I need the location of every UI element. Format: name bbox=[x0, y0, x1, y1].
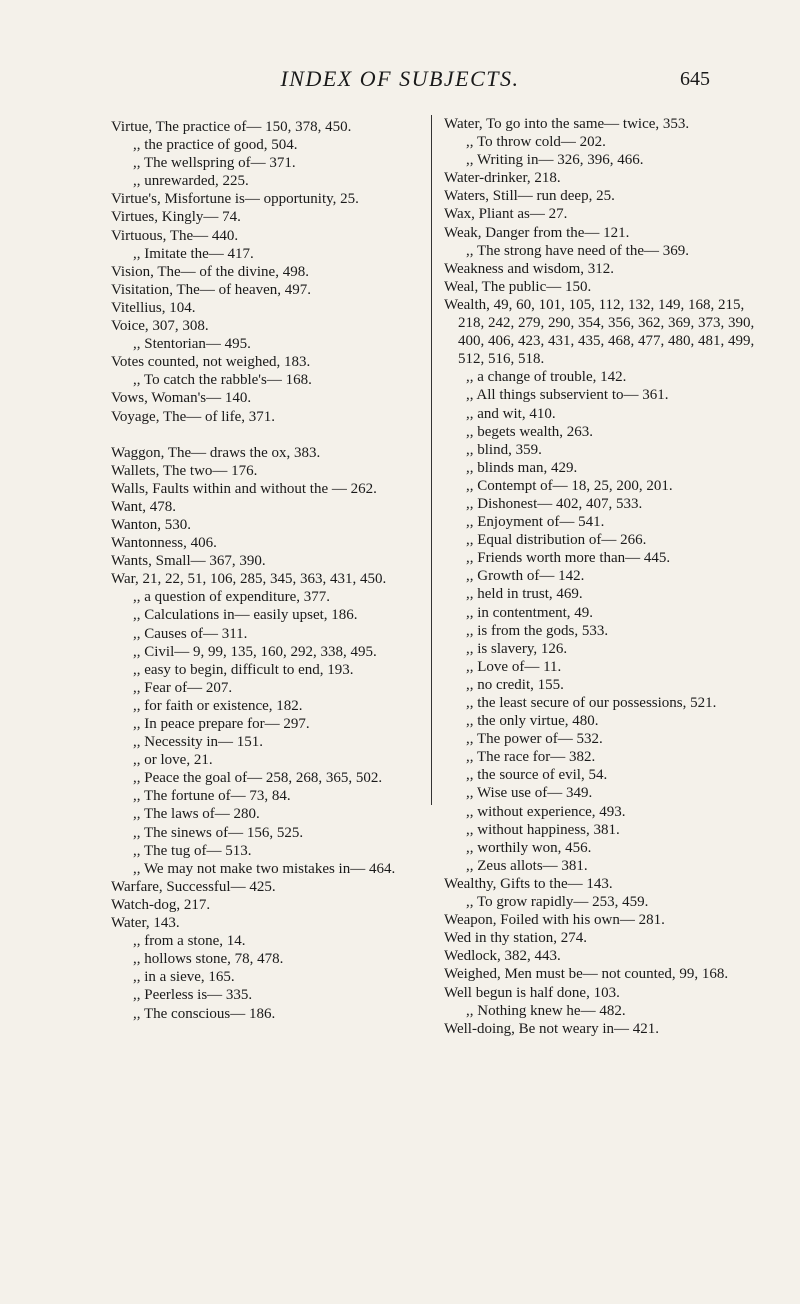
index-subentry: ,, Equal distribution of— 266. bbox=[466, 532, 647, 549]
index-subentry: ,, The laws of— 280. bbox=[133, 806, 260, 823]
index-entry: Wantonness, 406. bbox=[111, 535, 217, 552]
index-subentry: ,, Causes of— 311. bbox=[133, 625, 248, 642]
index-subentry: ,, Zeus allots— 381. bbox=[466, 857, 588, 874]
index-entry: Well begun is half done, 103. bbox=[444, 984, 620, 1001]
index-entry: Water, To go into the same— twice, 353. bbox=[444, 116, 690, 132]
index-subentry: ,, blinds man, 429. bbox=[466, 459, 578, 476]
index-column-right bbox=[431, 115, 774, 1037]
index-subentry: ,, the practice of good, 504. bbox=[133, 137, 298, 154]
index-subentry: ,, easy to begin, difficult to end, 193. bbox=[133, 661, 354, 678]
index-subentry: ,, is from the gods, 533. bbox=[466, 622, 609, 639]
index-entry: Waters, Still— run deep, 25. bbox=[444, 188, 615, 205]
index-entry: Wedlock, 382, 443. bbox=[444, 948, 561, 965]
index-entry: Walls, Faults within and without the — 262. bbox=[111, 480, 377, 497]
index-entry: Wanton, 530. bbox=[111, 516, 192, 533]
page-number: 645 bbox=[680, 68, 710, 90]
index-subentry: ,, begets wealth, 263. bbox=[466, 423, 594, 440]
index-entry: Warfare, Successful— 425. bbox=[111, 878, 276, 895]
index-entry: Weakness and wisdom, 312. bbox=[444, 260, 615, 277]
index-subentry: ,, In peace prepare for— 297. bbox=[133, 716, 310, 732]
index-subentry: ,, The strong have need of the— 369. bbox=[466, 242, 690, 259]
index-entry: Voyage, The— of life, 371. bbox=[111, 408, 275, 425]
page-title: INDEX OF SUBJECTS. bbox=[280, 66, 520, 91]
index-subentry: ,, without experience, 493. bbox=[466, 803, 626, 820]
index-subentry: ,, the only virtue, 480. bbox=[466, 713, 599, 730]
index-subentry: ,, hollows stone, 78, 478. bbox=[133, 951, 284, 968]
index-subentry: ,, the least secure of our possessions, 521. bbox=[466, 695, 717, 711]
index-subentry: ,, Wise use of— 349. bbox=[466, 785, 593, 802]
index-subentry: ,, and wit, 410. bbox=[466, 405, 556, 422]
index-subentry: ,, a change of trouble, 142. bbox=[466, 369, 627, 386]
index-subentry: ,, Contempt of— 18, 25, 200, 201. bbox=[466, 477, 673, 494]
index-entry: Wealthy, Gifts to the— 143. bbox=[444, 875, 613, 892]
index-entry: Weak, Danger from the— 121. bbox=[444, 224, 630, 241]
index-entry: Water, 143. bbox=[111, 915, 180, 932]
index-entry: Vision, The— of the divine, 498. bbox=[111, 263, 309, 280]
index-subentry: ,, worthily won, 456. bbox=[466, 839, 592, 856]
index-subentry: ,, The race for— 382. bbox=[466, 749, 596, 766]
index-subentry: ,, To grow rapidly— 253, 459. bbox=[466, 894, 649, 911]
section-gap bbox=[111, 426, 441, 444]
index-subentry: ,, Nothing knew he— 482. bbox=[466, 1002, 626, 1019]
index-entry: Wed in thy station, 274. bbox=[444, 930, 587, 947]
running-header bbox=[0, 66, 800, 96]
index-entry: Virtue's, Misfortune is— opportunity, 25. bbox=[111, 191, 359, 208]
index-subentry: ,, blind, 359. bbox=[466, 441, 542, 458]
index-entry: Well-doing, Be not weary in— 421. bbox=[444, 1020, 660, 1037]
index-subentry: ,, Friends worth more than— 445. bbox=[466, 550, 671, 567]
index-subentry: ,, or love, 21. bbox=[133, 752, 213, 769]
index-entry: Wants, Small— 367, 390. bbox=[111, 553, 266, 570]
index-subentry: ,, All things subservient to— 361. bbox=[466, 387, 669, 404]
index-subentry: ,, Peace the goal of— 258, 268, 365, 502. bbox=[133, 770, 383, 787]
index-entry: Virtue, The practice of— 150, 378, 450. bbox=[111, 119, 352, 135]
index-entry: Virtues, Kingly— 74. bbox=[111, 209, 241, 226]
index-subentry: ,, Love of— 11. bbox=[466, 658, 562, 675]
index-entry: Votes counted, not weighed, 183. bbox=[111, 354, 311, 371]
index-subentry: ,, Enjoyment of— 541. bbox=[466, 514, 605, 531]
index-column-left bbox=[111, 118, 441, 1023]
index-subentry: ,, Civil— 9, 99, 135, 160, 292, 338, 495. bbox=[133, 643, 377, 660]
index-subentry: ,, The sinews of— 156, 525. bbox=[133, 824, 304, 841]
index-subentry: ,, To throw cold— 202. bbox=[466, 134, 606, 151]
index-subentry: ,, is slavery, 126. bbox=[466, 640, 568, 657]
index-subentry: ,, Peerless is— 335. bbox=[133, 987, 253, 1004]
index-entry: Weal, The public— 150. bbox=[444, 278, 592, 295]
index-entry: Want, 478. bbox=[111, 498, 177, 515]
index-entry: Wallets, The two— 176. bbox=[111, 462, 258, 479]
index-subentry: ,, The power of— 532. bbox=[466, 731, 603, 748]
index-entry: Vows, Woman's— 140. bbox=[111, 390, 252, 407]
index-subentry: ,, Calculations in— easily upset, 186. bbox=[133, 607, 358, 624]
index-subentry: ,, The tug of— 513. bbox=[133, 842, 252, 859]
index-subentry: ,, Imitate the— 417. bbox=[133, 245, 254, 262]
index-entry: Virtuous, The— 440. bbox=[111, 227, 239, 244]
index-subentry: ,, Dishonest— 402, 407, 533. bbox=[466, 495, 643, 512]
index-subentry: ,, To catch the rabble's— 168. bbox=[133, 372, 312, 389]
index-entry: Voice, 307, 308. bbox=[111, 318, 209, 335]
index-entry: War, 21, 22, 51, 106, 285, 345, 363, 431, 450. bbox=[111, 571, 387, 588]
index-subentry: ,, from a stone, 14. bbox=[133, 933, 246, 950]
index-entry: Wealth, 49, 60, 101, 105, 112, 132, 149, 168, 215, 218, 242, 279, 290, 354, 356, 362, 369, 373, 390, 400, 406, 423, 431, 435, 468, 477, 480, 481, 499, 512, 516, 518. bbox=[444, 296, 755, 368]
index-subentry: ,, The wellspring of— 371. bbox=[133, 155, 296, 172]
index-subentry: ,, The fortune of— 73, 84. bbox=[133, 788, 291, 805]
index-subentry: ,, Writing in— 326, 396, 466. bbox=[466, 152, 644, 169]
index-subentry: ,, no credit, 155. bbox=[466, 676, 564, 693]
index-entry: Weighed, Men must be— not counted, 99, 168. bbox=[444, 966, 729, 983]
index-subentry: ,, a question of expenditure, 377. bbox=[133, 589, 331, 606]
index-entry: Vitellius, 104. bbox=[111, 299, 196, 316]
index-subentry: ,, for faith or existence, 182. bbox=[133, 697, 303, 714]
index-entry: Water-drinker, 218. bbox=[444, 170, 561, 187]
index-subentry: ,, Stentorian— 495. bbox=[133, 336, 251, 353]
index-subentry: ,, Necessity in— 151. bbox=[133, 734, 263, 751]
index-subentry: ,, without happiness, 381. bbox=[466, 821, 620, 838]
index-entry: Waggon, The— draws the ox, 383. bbox=[111, 444, 321, 461]
index-subentry: ,, held in trust, 469. bbox=[466, 586, 583, 603]
index-subentry: ,, in a sieve, 165. bbox=[133, 969, 235, 986]
index-subentry: ,, Growth of— 142. bbox=[466, 568, 585, 585]
index-subentry: ,, unrewarded, 225. bbox=[133, 173, 249, 190]
index-subentry: ,, The conscious— 186. bbox=[133, 1005, 276, 1022]
index-entry: Visitation, The— of heaven, 497. bbox=[111, 281, 312, 298]
index-entry: Weapon, Foiled with his own— 281. bbox=[444, 912, 665, 929]
index-subentry: ,, the source of evil, 54. bbox=[466, 767, 608, 784]
index-subentry: ,, Fear of— 207. bbox=[133, 679, 233, 696]
index-subentry: ,, We may not make two mistakes in— 464. bbox=[133, 860, 396, 877]
index-entry: Wax, Pliant as— 27. bbox=[444, 206, 568, 223]
index-entry: Watch-dog, 217. bbox=[111, 896, 211, 913]
index-subentry: ,, in contentment, 49. bbox=[466, 604, 594, 621]
